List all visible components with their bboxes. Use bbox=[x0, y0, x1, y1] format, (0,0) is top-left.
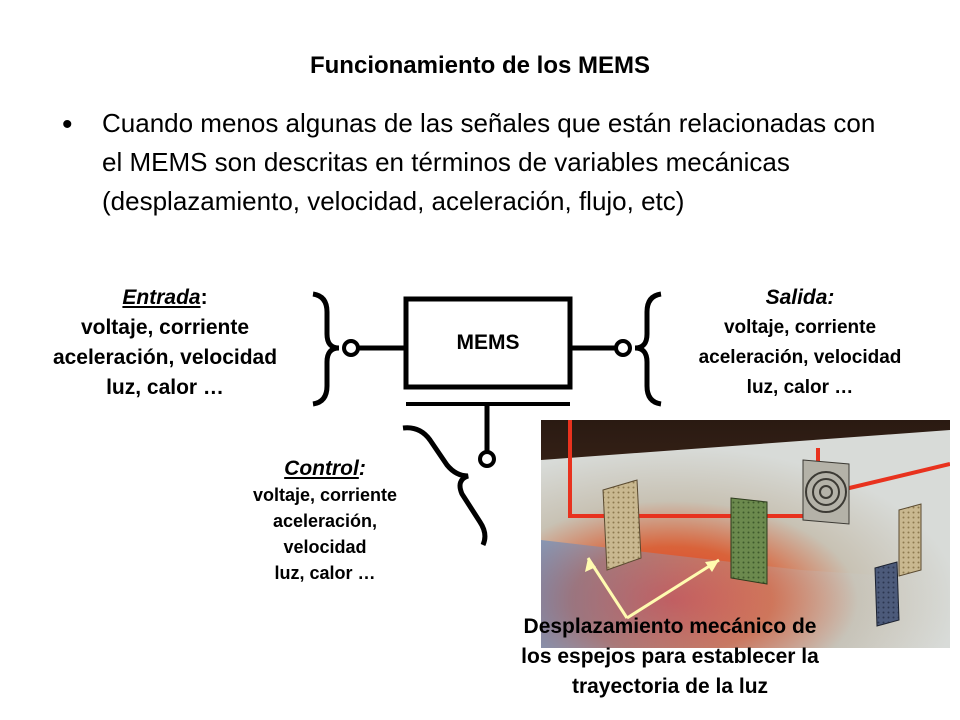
control-terminal bbox=[480, 452, 494, 466]
output-label bbox=[640, 283, 960, 403]
input-line: voltaje, corriente bbox=[80, 316, 250, 339]
input-terminal bbox=[344, 341, 358, 355]
control-label: Control: voltaje, corriente aceleración, velocidad luz, calor … bbox=[195, 456, 455, 586]
mirror-left bbox=[603, 480, 641, 570]
output-line: aceleración, velocidad bbox=[698, 347, 902, 368]
bullet-text: Cuando menos algunas de las señales que están relacionadas con el MEMS son descritas en términos de variables mecánicas (desplazamiento, velocidad, aceleración, flujo, etc) bbox=[102, 108, 876, 216]
control-line: voltaje, corriente bbox=[252, 485, 398, 505]
output-line: luz, calor … bbox=[746, 377, 854, 398]
control-heading: Control bbox=[284, 457, 359, 480]
input-line: luz, calor … bbox=[106, 376, 224, 399]
output-heading: Salida: bbox=[765, 286, 835, 309]
output-line: voltaje, corriente bbox=[723, 317, 877, 338]
mirror-target bbox=[803, 460, 849, 524]
photo-caption: Desplazamiento mecánico de los espejos para establecer la trayectoria de la luz bbox=[521, 615, 819, 698]
control-line: velocidad bbox=[283, 537, 367, 557]
mirror-center bbox=[731, 498, 767, 584]
input-line: aceleración, velocidad bbox=[52, 346, 278, 369]
control-line: aceleración, bbox=[272, 511, 378, 531]
input-label: Entrada: voltaje, corriente aceleración, velocidad luz, calor … bbox=[0, 283, 330, 403]
mirror-right bbox=[899, 504, 921, 576]
control-line: luz, calor … bbox=[274, 563, 376, 583]
input-heading: Entrada bbox=[122, 286, 201, 309]
output-terminal bbox=[616, 341, 630, 355]
page-title: Funcionamiento de los MEMS bbox=[309, 52, 651, 79]
mems-block-label: MEMS bbox=[456, 331, 520, 354]
bullet-marker: • bbox=[62, 108, 73, 141]
